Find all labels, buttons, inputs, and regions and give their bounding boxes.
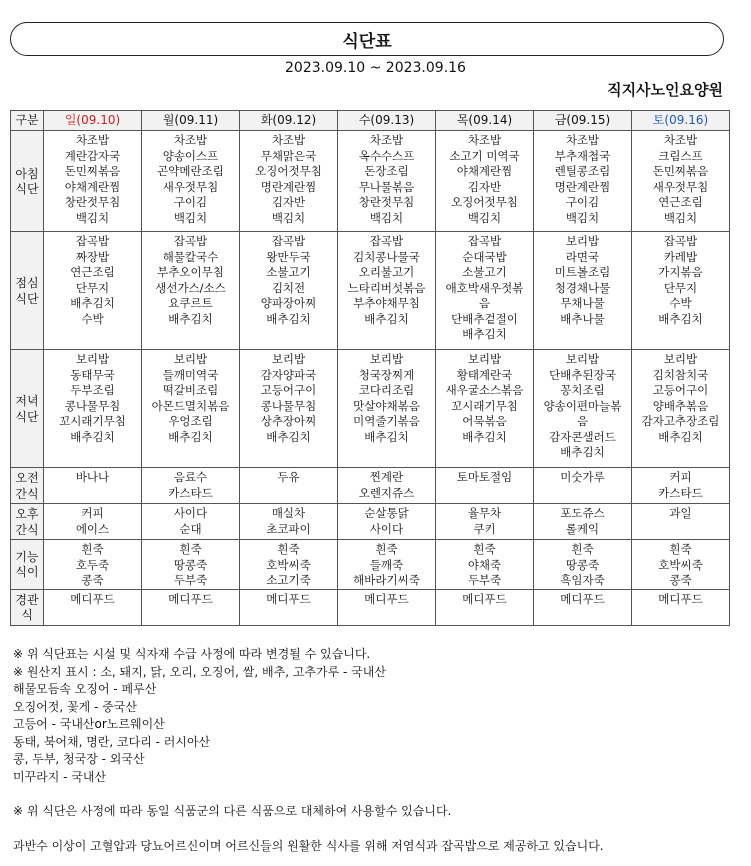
menu-item: 고등어구이	[260, 383, 317, 397]
menu-cell	[44, 232, 142, 350]
menu-item: 과일	[669, 506, 692, 520]
menu-item: 꼬시래기무침	[451, 398, 518, 413]
menu-item: 매실차	[271, 506, 306, 520]
menu-item: 순대국밥	[462, 249, 507, 264]
menu-cell	[142, 350, 240, 468]
header-label: 구분	[11, 111, 44, 131]
menu-item: 흰죽	[81, 542, 104, 556]
menu-cell	[240, 504, 338, 540]
menu-item: 순대	[179, 521, 202, 536]
period-range: 2023.09.10 ~ 2023.09.16	[285, 60, 466, 76]
menu-item: 소고기 미역국	[449, 148, 520, 163]
menu-item: 야채계란찜	[456, 164, 513, 178]
day-header-fri: 금(09.15)	[534, 111, 632, 131]
menu-cell	[142, 540, 240, 590]
menu-item: 오징어젓무침	[255, 164, 322, 178]
menu-item: 단배추겉절이	[451, 311, 518, 326]
menu-row-special-diet	[11, 540, 730, 590]
menu-item: 흰죽	[473, 542, 496, 556]
menu-item: 쿠키	[473, 521, 496, 536]
menu-item: 차조밥	[75, 133, 110, 147]
note-line: ※ 원산지 표시 : 소, 돼지, 닭, 오리, 오징어, 쌀, 배추, 고추가루 - 국내산	[13, 664, 386, 679]
note-line: 동태, 북어채, 명란, 코다리 - 러시아산	[13, 734, 211, 749]
menu-item: 메디푸드	[266, 591, 311, 606]
menu-cell	[142, 504, 240, 540]
menu-item: 명란계란찜	[554, 179, 611, 194]
menu-item: 음료수	[173, 470, 208, 484]
menu-item: 백김치	[173, 210, 208, 225]
menu-cell	[436, 540, 534, 590]
menu-item: 양배추볶음	[652, 398, 709, 413]
day-header-sat: 토(09.16)	[632, 111, 730, 131]
menu-cell	[44, 504, 142, 540]
menu-cell	[436, 350, 534, 468]
menu-item: 코다리조림	[358, 383, 415, 397]
menu-item: 꽁치조림	[560, 383, 605, 397]
menu-item: 토마토절임	[456, 470, 513, 484]
menu-item: 보리밥	[173, 352, 208, 366]
menu-cell	[632, 468, 730, 504]
menu-item: 보리밥	[565, 234, 600, 248]
menu-item: 수박	[81, 311, 104, 326]
menu-item: 김치참치국	[652, 367, 709, 382]
menu-item: 커피	[81, 506, 104, 520]
menu-item: 찐계란	[369, 470, 404, 484]
menu-item: 연근조림	[658, 195, 703, 209]
menu-item: 메디푸드	[560, 591, 605, 606]
menu-cell	[436, 589, 534, 625]
menu-item: 김치콩나물국	[353, 249, 420, 264]
menu-item: 해물칼국수	[162, 249, 219, 264]
menu-item: 순살통닭	[364, 506, 409, 520]
menu-item: 새우젓무침	[652, 179, 709, 194]
menu-item: 오리불고기	[358, 265, 415, 279]
menu-item: 백김치	[369, 210, 404, 225]
menu-item: 땅콩죽	[173, 557, 208, 572]
menu-item: 백김치	[75, 210, 110, 225]
title-box	[10, 22, 724, 56]
menu-item: 감자콘샐러드	[549, 429, 616, 444]
menu-item: 두부조림	[70, 383, 115, 397]
menu-item: 잡곡밥	[271, 234, 306, 248]
menu-cell	[338, 468, 436, 504]
menu-item: 흑임자죽	[560, 573, 605, 587]
menu-cell	[632, 504, 730, 540]
menu-item: 음	[478, 296, 491, 310]
menu-item: 에이스	[75, 521, 110, 536]
menu-cell	[338, 350, 436, 468]
menu-item: 흰죽	[179, 542, 202, 556]
menu-item: 느타리버섯볶음	[347, 280, 426, 295]
menu-item: 백김치	[467, 210, 502, 225]
menu-cell	[632, 232, 730, 350]
menu-cell	[436, 504, 534, 540]
menu-item: 보리밥	[663, 352, 698, 366]
menu-item: 새우젓무침	[162, 179, 219, 194]
menu-item: 상추장아찌	[260, 414, 317, 428]
menu-cell	[338, 232, 436, 350]
menu-item: 수박	[669, 296, 692, 310]
menu-item: 잡곡밥	[663, 234, 698, 248]
menu-item: 새우굴소스볶음	[445, 383, 524, 397]
menu-item: 계란감자국	[64, 148, 121, 163]
menu-cell	[632, 350, 730, 468]
menu-item: 배추나물	[560, 311, 605, 326]
menu-cell	[44, 468, 142, 504]
menu-item: 창란젓무침	[358, 195, 415, 209]
menu-item: 단무지	[663, 280, 698, 295]
menu-cell	[534, 504, 632, 540]
menu-row-breakfast	[11, 131, 730, 232]
row-label-lunch: 점심 식단	[11, 232, 44, 350]
menu-item: 배추김치	[70, 429, 115, 444]
menu-item: 차조밥	[663, 133, 698, 147]
menu-table	[10, 110, 730, 626]
menu-item: 김치전	[271, 280, 306, 295]
menu-item: 보리밥	[467, 352, 502, 366]
menu-cell	[338, 589, 436, 625]
menu-item: 흰죽	[375, 542, 398, 556]
menu-item: 들깨죽	[369, 557, 404, 572]
menu-item: 명란계란찜	[260, 179, 317, 194]
menu-item: 소불고기	[462, 265, 507, 279]
menu-cell	[44, 540, 142, 590]
menu-item: 배추김치	[364, 429, 409, 444]
menu-item: 우엉조림	[168, 414, 213, 428]
menu-item: 연근조림	[70, 265, 115, 279]
menu-item: 음	[576, 414, 589, 428]
day-header-wed: 수(09.13)	[338, 111, 436, 131]
menu-item: 차조밥	[173, 133, 208, 147]
header-row	[11, 111, 730, 131]
menu-item: 사이다	[369, 521, 404, 536]
note-line: 오징어젓, 꽃게 - 중국산	[13, 699, 137, 714]
menu-item: 메디푸드	[462, 591, 507, 606]
menu-item: 김자반	[271, 195, 306, 209]
menu-row-lunch	[11, 232, 730, 350]
menu-item: 보리밥	[369, 352, 404, 366]
menu-item: 메디푸드	[70, 591, 115, 606]
menu-cell	[142, 232, 240, 350]
menu-item: 해바라기씨죽	[353, 573, 420, 587]
menu-item: 오렌지쥬스	[358, 485, 415, 500]
menu-cell	[142, 131, 240, 232]
row-label-pm-snack: 오후 간식	[11, 504, 44, 540]
menu-item: 잡곡밥	[467, 234, 502, 248]
menu-item: 배추김치	[658, 311, 703, 326]
menu-cell	[240, 232, 338, 350]
menu-item: 초코파이	[266, 521, 311, 536]
menu-item: 사이다	[173, 506, 208, 520]
menu-item: 야채죽	[467, 557, 502, 572]
menu-item: 백김치	[271, 210, 306, 225]
menu-item: 무채나물	[560, 296, 605, 310]
menu-item: 배추김치	[70, 296, 115, 310]
menu-item: 돈장조림	[364, 164, 409, 178]
menu-cell	[338, 131, 436, 232]
menu-item: 커피	[669, 470, 692, 484]
menu-item: 배추김치	[168, 311, 213, 326]
menu-item: 보리밥	[271, 352, 306, 366]
menu-item: 들깨미역국	[162, 367, 219, 382]
menu-item: 보리밥	[565, 352, 600, 366]
row-label-tube-feeding: 경관 식	[11, 589, 44, 625]
day-header-tue: 화(09.12)	[240, 111, 338, 131]
menu-item: 감자고추장조림	[641, 414, 720, 428]
menu-item: 배추김치	[364, 311, 409, 326]
menu-item: 요쿠르트	[168, 296, 213, 310]
menu-cell	[632, 589, 730, 625]
menu-item: 차조밥	[369, 133, 404, 147]
menu-item: 배추김치	[266, 311, 311, 326]
menu-item: 청경채나물	[554, 280, 611, 295]
note-line: ※ 위 식단표는 시설 및 식자재 수급 사정에 따라 변경될 수 있습니다.	[13, 647, 371, 661]
menu-cell	[240, 540, 338, 590]
menu-item: 단배추된장국	[549, 367, 616, 382]
menu-item: 차조밥	[467, 133, 502, 147]
menu-item: 메디푸드	[364, 591, 409, 606]
menu-item: 미역줄기볶음	[353, 414, 420, 428]
menu-cell	[534, 589, 632, 625]
menu-item: 흰죽	[571, 542, 594, 556]
menu-cell	[240, 468, 338, 504]
note-spacer	[13, 786, 604, 803]
menu-item: 가지볶음	[658, 265, 703, 279]
note-line: 고등어 - 국내산or노르웨이산	[13, 717, 165, 731]
menu-item: 짜장밥	[75, 249, 110, 264]
menu-item: 호박씨죽	[266, 557, 311, 572]
menu-item: 크림스프	[658, 148, 703, 163]
menu-item: 애호박새우젓볶	[445, 280, 524, 295]
menu-cell	[338, 504, 436, 540]
menu-item: 미숫가루	[560, 470, 605, 484]
menu-cell	[44, 589, 142, 625]
menu-item: 백김치	[663, 210, 698, 225]
menu-item: 소불고기	[266, 265, 311, 279]
menu-item: 양송이편마늘볶	[543, 398, 622, 413]
menu-cell	[436, 131, 534, 232]
menu-item: 창란젓무침	[64, 195, 121, 209]
facility-name: 직지사노인요양원	[607, 81, 723, 99]
menu-item: 오징어젓무침	[451, 195, 518, 209]
menu-item: 호두죽	[75, 557, 110, 572]
menu-item: 콩나물무침	[260, 398, 317, 413]
menu-cell	[44, 131, 142, 232]
menu-item: 잡곡밥	[75, 234, 110, 248]
menu-item: 흰죽	[669, 542, 692, 556]
menu-cell	[240, 589, 338, 625]
menu-item: 배추김치	[462, 429, 507, 444]
row-label-breakfast: 아침 식단	[11, 131, 44, 232]
menu-cell	[240, 350, 338, 468]
menu-row-pm-snack	[11, 504, 730, 540]
menu-item: 두부죽	[467, 573, 502, 587]
menu-item: 부추야채무침	[353, 296, 420, 310]
note-line: ※ 위 식단은 사정에 따라 동일 식품군의 다른 식품으로 대체하여 사용할수 있습니다.	[13, 804, 452, 818]
menu-cell	[436, 468, 534, 504]
menu-item: 고등어구이	[652, 383, 709, 397]
menu-item: 감자양파국	[260, 367, 317, 382]
menu-item: 아몬드멸치볶음	[151, 398, 230, 413]
menu-item: 야채계란찜	[64, 179, 121, 194]
menu-item: 구이김	[173, 195, 208, 209]
menu-cell	[338, 540, 436, 590]
note-line: 해물모듬속 오징어 - 페루산	[13, 682, 157, 696]
page-title: 식단표	[342, 31, 392, 52]
menu-item: 잡곡밥	[369, 234, 404, 248]
menu-item: 돈민찌볶음	[652, 164, 709, 178]
menu-item: 배추김치	[462, 327, 507, 341]
menu-item: 율무차	[467, 506, 502, 520]
menu-item: 배추김치	[560, 445, 605, 459]
row-label-dinner: 저녁 식단	[11, 350, 44, 468]
menu-item: 청국장찌게	[358, 367, 415, 382]
menu-item: 맛살야채볶음	[353, 398, 420, 413]
menu-item: 동태무국	[70, 367, 115, 382]
menu-cell	[632, 540, 730, 590]
menu-item: 차조밥	[271, 133, 306, 147]
menu-item: 배추김치	[266, 429, 311, 444]
menu-item: 양파장아찌	[260, 296, 317, 310]
menu-item: 카스타드	[658, 485, 703, 500]
menu-cell	[534, 131, 632, 232]
menu-body	[11, 131, 730, 626]
menu-item: 무나물볶음	[358, 179, 415, 194]
menu-item: 곤약메란조림	[157, 164, 224, 178]
menu-cell	[436, 232, 534, 350]
menu-item: 꼬시래기무침	[59, 414, 126, 428]
menu-row-am-snack	[11, 468, 730, 504]
menu-item: 라면국	[565, 249, 600, 264]
menu-item: 카레밥	[663, 249, 698, 264]
menu-item: 땅콩죽	[565, 557, 600, 572]
menu-cell	[534, 350, 632, 468]
note-line: 과반수 이상이 고혈압과 당뇨어르신이며 어르신들의 원활한 식사를 위해 저염식과 잡곡밥으로 제공하고 있습니다.	[13, 838, 604, 853]
menu-item: 콩죽	[669, 573, 692, 587]
menu-item: 무채맑은국	[260, 148, 317, 163]
menu-item: 황태계란국	[456, 367, 513, 382]
menu-item: 배추김치	[168, 429, 213, 444]
menu-item: 두유	[277, 470, 300, 484]
menu-item: 배추김치	[658, 429, 703, 444]
menu-item: 바나나	[75, 470, 110, 484]
menu-item: 옥수수스프	[358, 148, 415, 163]
menu-item: 양송이스프	[162, 148, 219, 163]
menu-item: 차조밥	[565, 133, 600, 147]
menu-item: 흰죽	[277, 542, 300, 556]
menu-cell	[142, 589, 240, 625]
menu-item: 호박씨죽	[658, 557, 703, 572]
menu-item: 부추오이무침	[157, 265, 224, 279]
notes-section	[13, 646, 604, 855]
menu-item: 백김치	[565, 210, 600, 225]
menu-item: 떡갈비조림	[162, 383, 219, 397]
menu-cell	[142, 468, 240, 504]
note-line: 콩, 두부, 청국장 - 외국산	[13, 752, 145, 766]
menu-item: 구이김	[565, 195, 600, 209]
menu-cell	[534, 468, 632, 504]
menu-item: 콩나물무침	[64, 398, 121, 413]
menu-item: 콩죽	[81, 573, 104, 587]
row-label-am-snack: 오전 간식	[11, 468, 44, 504]
menu-item: 메디푸드	[658, 591, 703, 606]
menu-item: 소고기죽	[266, 573, 311, 587]
menu-item: 두부죽	[173, 573, 208, 587]
menu-item: 김자반	[467, 179, 502, 194]
menu-item: 미트볼조림	[554, 265, 611, 279]
menu-cell	[534, 540, 632, 590]
menu-cell	[534, 232, 632, 350]
row-label-special-diet: 기능 식이	[11, 540, 44, 590]
menu-row-tube-feeding	[11, 589, 730, 625]
menu-item: 롤케익	[565, 521, 600, 536]
menu-item: 부추재첩국	[554, 148, 611, 163]
menu-item: 돈민찌볶음	[64, 164, 121, 178]
day-header-thu: 목(09.14)	[436, 111, 534, 131]
menu-item: 메디푸드	[168, 591, 213, 606]
menu-item: 잡곡밥	[173, 234, 208, 248]
note-line: 미꾸라지 - 국내산	[13, 769, 107, 784]
menu-item: 단무지	[75, 280, 110, 295]
menu-cell	[44, 350, 142, 468]
note-spacer	[13, 821, 604, 838]
menu-item: 어묵볶음	[462, 414, 507, 428]
menu-item: 카스타드	[168, 485, 213, 500]
menu-item: 생선가스/소스	[155, 280, 226, 295]
menu-cell	[632, 131, 730, 232]
menu-item: 왕만두국	[266, 249, 311, 264]
day-header-mon: 월(09.11)	[142, 111, 240, 131]
menu-row-dinner	[11, 350, 730, 468]
day-header-sun: 일(09.10)	[44, 111, 142, 131]
menu-cell	[240, 131, 338, 232]
menu-item: 렌틸콩조림	[554, 164, 611, 178]
menu-item: 포도쥬스	[560, 506, 605, 520]
menu-item: 보리밥	[75, 352, 110, 366]
